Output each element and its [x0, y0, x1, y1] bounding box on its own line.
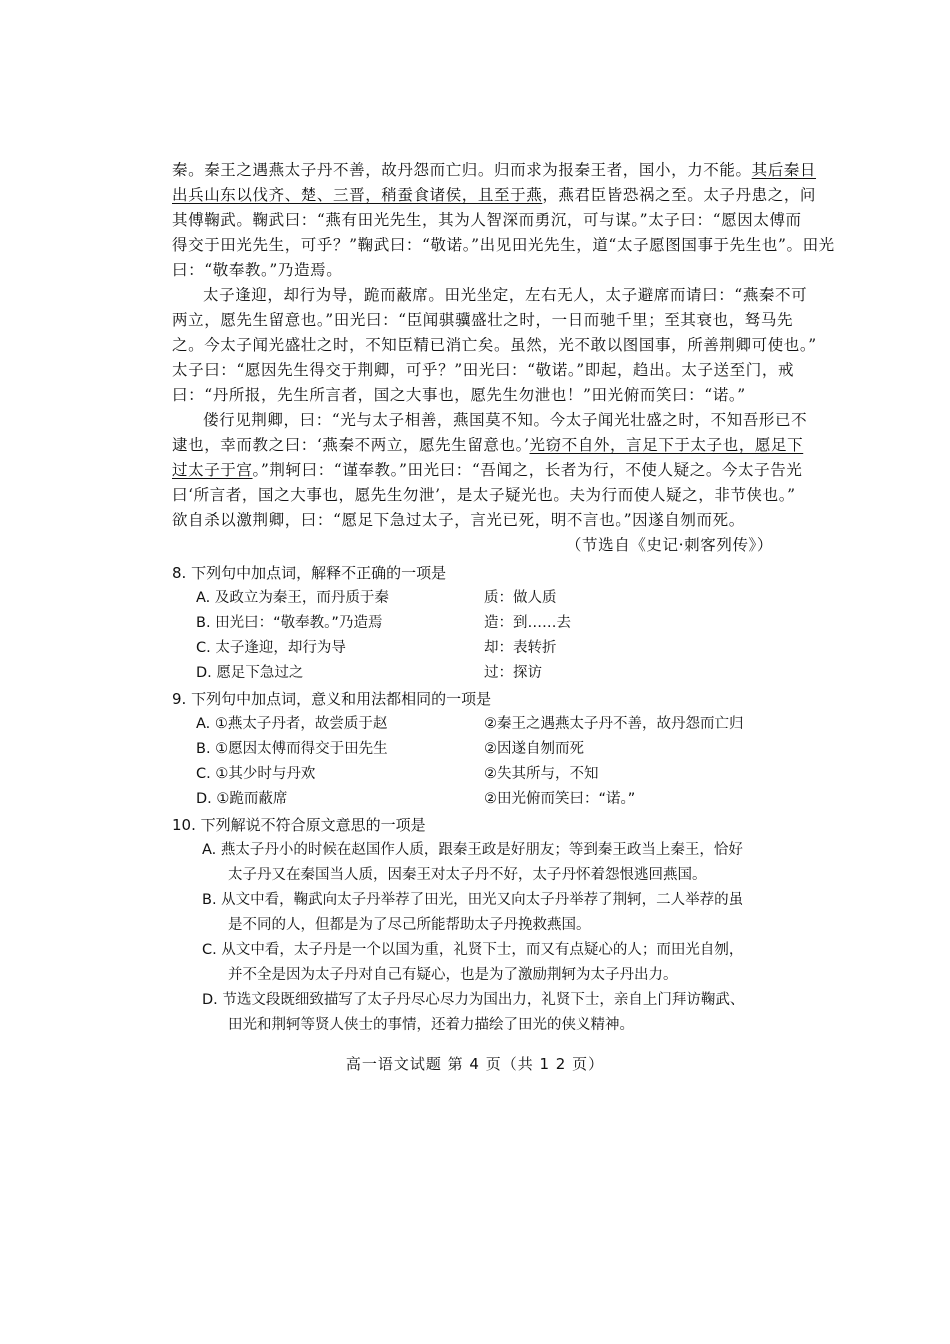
question-title: 9. 下列句中加点词，意义和用法都相同的一项是 — [172, 690, 492, 708]
option-row — [172, 787, 782, 812]
passage-text: ，燕君臣皆恐祸之至。太子丹患之，问 — [542, 186, 817, 204]
passage-text: 。”荆轲曰：“谨奉教。”田光曰：“吾闻之，长者为行，不使人疑之。今太子告光 — [252, 461, 803, 479]
passage-text: 曰：“敬奉教。”乃造焉。 — [172, 261, 343, 279]
option-c-first: C. ①其少时与丹欢 — [196, 766, 316, 782]
option-c-text: C. 太子逢迎，却行为导 — [196, 640, 346, 656]
passage-text: 秦。秦王之遇燕太子丹不善，故丹怨而亡归。归而求为报秦王者，国小，力不能。 — [172, 161, 752, 179]
passage-source: （节选自《史记·刺客列传》） — [565, 536, 773, 554]
option-line: B. 从文中看，鞠武向太子丹举荐了田光，田光又向太子丹举荐了荆轲，二人举荐的虽 — [202, 892, 744, 908]
passage-line — [172, 433, 804, 458]
passage-text: 两立，愿先生留意也。”田光曰：“臣闻骐骥盛壮之时，一日而驰千里；至其衰也，驽马先 — [172, 311, 794, 329]
option-b — [172, 888, 782, 938]
option-a-text: A. 及政立为秦王，而丹质于秦 — [196, 590, 389, 606]
question-10 — [172, 812, 782, 1038]
option-a-gloss: 质：做人质 — [484, 590, 557, 606]
option-row — [172, 636, 782, 661]
passage-line — [172, 183, 817, 208]
questions-section — [172, 560, 782, 1038]
passage-text: 之。今太子闻光盛壮之时，不知臣精已消亡矣。虽然，光不敢以图国事，所善荆卿可使也。” — [172, 336, 817, 354]
option-row — [172, 611, 782, 636]
option-d-first: D. ①跪而蔽席 — [196, 791, 288, 807]
passage-line — [172, 308, 794, 333]
passage-text: 逮也，幸而教之曰：‘燕秦不两立，愿先生留意也。’ — [172, 436, 530, 454]
option-row — [172, 661, 782, 686]
passage-line — [172, 233, 835, 258]
option-c — [172, 938, 782, 988]
option-d-second: ②田光俯而笑曰：“诺。” — [484, 791, 636, 807]
underlined-text: 光窃不自外，言足下于太子也，愿足下 — [529, 436, 804, 454]
passage-text: 太子逢迎，却行为导，跪而蔽席。田光坐定，左右无人，太子避席而请曰：“燕秦不可 — [203, 286, 808, 304]
passage-line — [172, 208, 802, 233]
underlined-text: 出兵山东以伐齐、楚、三晋，稍蚕食诸侯，且至于燕 — [172, 186, 543, 204]
passage-line — [172, 508, 777, 533]
passage-line — [172, 258, 777, 283]
passage-line — [172, 358, 795, 383]
passage-line — [172, 408, 808, 433]
option-line: 田光和荆轲等贤人侠士的事情，还着力描绘了田光的侠义精神。 — [228, 1017, 634, 1033]
question-title: 8. 下列句中加点词，解释不正确的一项是 — [172, 564, 447, 582]
option-line: 是不同的人，但都是为了尽己所能帮助太子丹挽救燕国。 — [228, 917, 591, 933]
passage-text: 曰：“丹所报，先生所言者，国之大事也，愿先生勿泄也！”田光俯而笑曰：“诺。” — [172, 386, 746, 404]
option-c-gloss: 却：表转折 — [484, 640, 557, 656]
passage-text: 得交于田光先生，可乎？”鞠武曰：“敬诺。”出见田光先生，道“太子愿图国事于先生也”。田光 — [172, 236, 835, 254]
option-a — [172, 838, 782, 888]
question-9 — [172, 686, 782, 812]
passage-line — [172, 483, 796, 508]
option-a-second: ②秦王之遇燕太子丹不善，故丹怨而亡归 — [484, 716, 744, 732]
option-b-text: B. 田光曰：“敬奉教。”乃造焉 — [196, 615, 383, 631]
option-d-gloss: 过：探访 — [484, 665, 542, 681]
option-row — [172, 712, 782, 737]
passage-line — [172, 333, 817, 358]
question-8 — [172, 560, 782, 686]
underlined-text: 其后秦日 — [751, 161, 817, 179]
option-row — [172, 737, 782, 762]
passage-line — [172, 158, 817, 183]
passage-line — [172, 383, 777, 408]
option-a-first: A. ①燕太子丹者，故尝质于赵 — [196, 716, 388, 732]
page-footer: 高一语文试题 第 4 页（共 1 2 页） — [345, 1055, 605, 1073]
classical-passage — [172, 158, 835, 558]
option-c-second: ②失其所与，不知 — [484, 766, 599, 782]
passage-text: 偻行见荆卿，曰：“光与太子相善，燕国莫不知。今太子闻光壮盛之时，不知吾形已不 — [203, 411, 808, 429]
option-line: 并不全是因为太子丹对自己有疑心，也是为了激励荆轲为太子丹出力。 — [228, 967, 678, 983]
option-d-text: D. 愿足下急过之 — [196, 665, 304, 681]
passage-text: 曰‘所言者，国之大事也，愿先生勿泄’，是太子疑光也。夫为行而使人疑之，非节侠也。” — [172, 486, 796, 504]
option-line: A. 燕太子丹小的时候在赵国作人质，跟秦王政是好朋友；等到秦王政当上秦王，恰好 — [202, 842, 743, 858]
passage-text: 太子曰：“愿因先生得交于荆卿，可乎？”田光曰：“敬诺。”即起，趋出。太子送至门，戒 — [172, 361, 795, 379]
passage-line — [172, 458, 803, 483]
underlined-text: 过太子于宫 — [172, 461, 253, 479]
option-row — [172, 586, 782, 611]
option-line: 太子丹又在秦国当人质，因秦王对太子丹不好，太子丹怀着怨恨逃回燕国。 — [228, 867, 707, 883]
option-row — [172, 762, 782, 787]
option-b-second: ②因遂自刎而死 — [484, 741, 584, 757]
passage-line — [172, 283, 808, 308]
option-b-gloss: 造：到……去 — [484, 615, 571, 631]
question-title: 10. 下列解说不符合原文意思的一项是 — [172, 816, 426, 834]
option-d — [172, 988, 782, 1038]
passage-text: 欲自杀以激荆卿，曰：“愿足下急过太子，言光已死，明不言也。”因遂自刎而死。 — [172, 511, 745, 529]
passage-text: 其傅鞠武。鞠武曰：“燕有田光先生，其为人智深而勇沉，可与谋。”太子曰：“愿因太傅而 — [172, 211, 802, 229]
option-line: D. 节选文段既细致描写了太子丹尽心尽力为国出力，礼贤下士，亲自上门拜访鞠武、 — [202, 992, 745, 1008]
option-line: C. 从文中看，太子丹是一个以国为重，礼贤下士，而又有点疑心的人；而田光自刎， — [202, 942, 744, 958]
option-b-first: B. ①愿因太傅而得交于田先生 — [196, 741, 388, 757]
